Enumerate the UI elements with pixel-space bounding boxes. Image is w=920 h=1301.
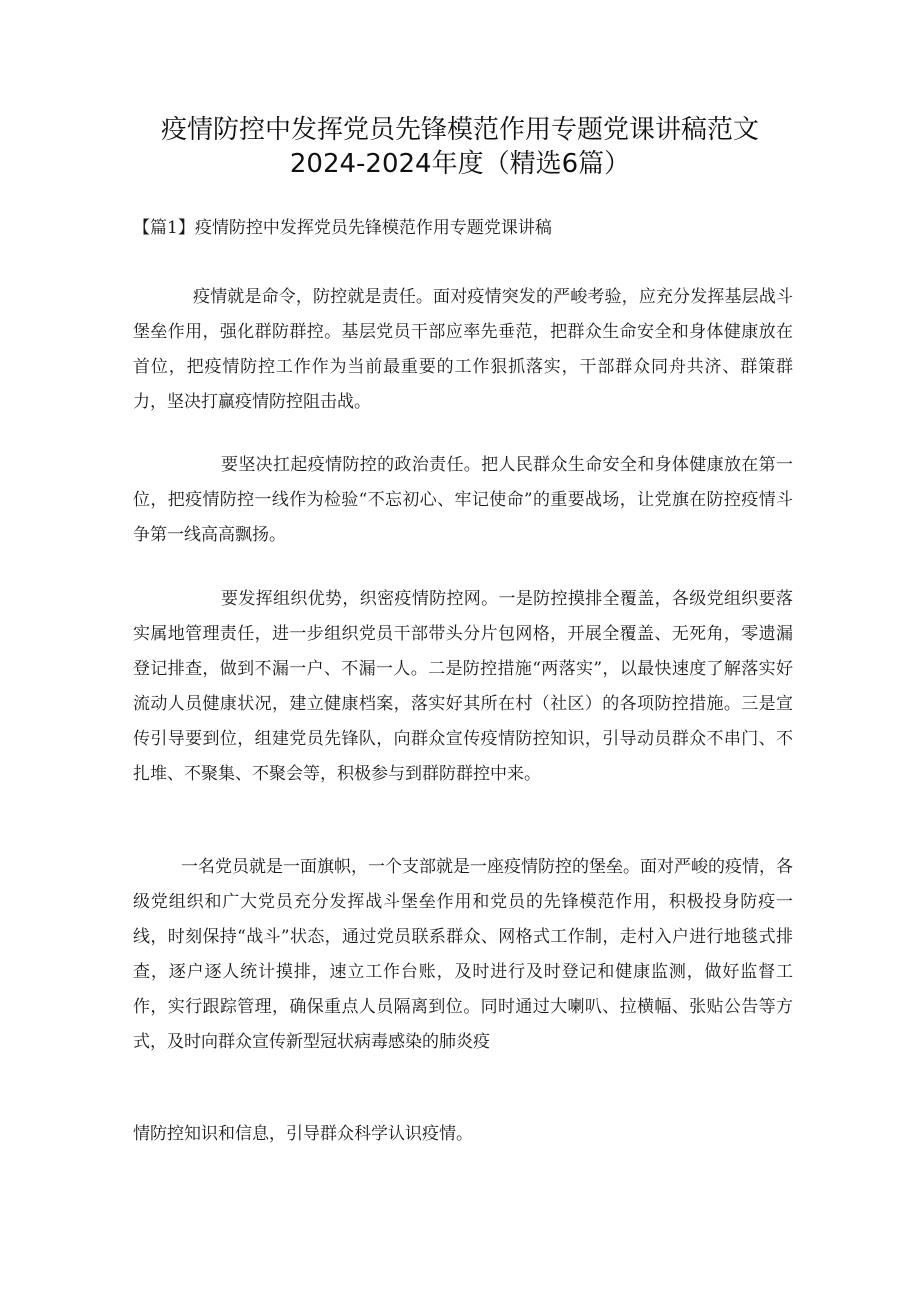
paragraph: 情防控知识和信息，引导群众科学认识疫情。 (133, 1124, 473, 1144)
paragraph: 要坚决扛起疫情防控的政治责任。把人民群众生命安全和身体健康放在第一位，把疫情防控一线作为检验“不忘初心、牢记使命”的重要战场，让党旗在防控疫情斗争第一线高高飘扬。 (133, 455, 793, 545)
paragraph: 一名党员就是一面旗帜，一个支部就是一座疫情防控的堡垒。面对严峻的疫情，各级党组织和广大党员充分发挥战斗堡垒作用和党员的先锋模范作用，积极投身防疫一线，时刻保持“战斗”状态，通过党员联系群众、网格式工作制，走村入户进行地毯式排查，逐户逐人统计摸排，速立工作台账，及时进行及时登记和健康监测，做好监督工作，实行跟踪管理，确保重点人员隔离到位。同时通过大喇叭、拉横幅、张贴公告等方式，及时向群众宣传新型冠状病毒感染的肺炎疫 (133, 857, 793, 1052)
paragraph: 要发挥组织优势，织密疫情防控网。一是防控摸排全覆盖，各级党组织要落实属地管理责任，进一步组织党员干部带头分片包网格，开展全覆盖、无死角，零遗漏登记排查，做到不漏一户、不漏一人。二是防控措施“两落实”，以最快速度了解落实好流动人员健康状况，建立健康档案，落实好其所在村（社区）的各项防控措施。三是宣传引导要到位，组建党员先锋队，向群众宣传疫情防控知识，引导动员群众不串门、不扎堆、不聚集、不聚会等，积极参与到群防群控中来。 (133, 589, 793, 784)
section-heading: 【篇1】疫情防控中发挥党员先锋模范作用专题党课讲稿 (133, 218, 552, 238)
document-title-line-1: 疫情防控中发挥党员先锋模范作用专题党课讲稿范文 (160, 115, 759, 145)
paragraph: 疫情就是命令，防控就是责任。面对疫情突发的严峻考验，应充分发挥基层战斗堡垒作用，强化群防群控。基层党员干部应率先垂范，把群众生命安全和身体健康放在首位，把疫情防控工作作为当前最重要的工作狠抓落实，干部群众同舟共济、群策群力，坚决打赢疫情防控阻击战。 (133, 287, 793, 412)
document-title-line-2: 2024-2024年度（精选6篇） (289, 149, 631, 179)
